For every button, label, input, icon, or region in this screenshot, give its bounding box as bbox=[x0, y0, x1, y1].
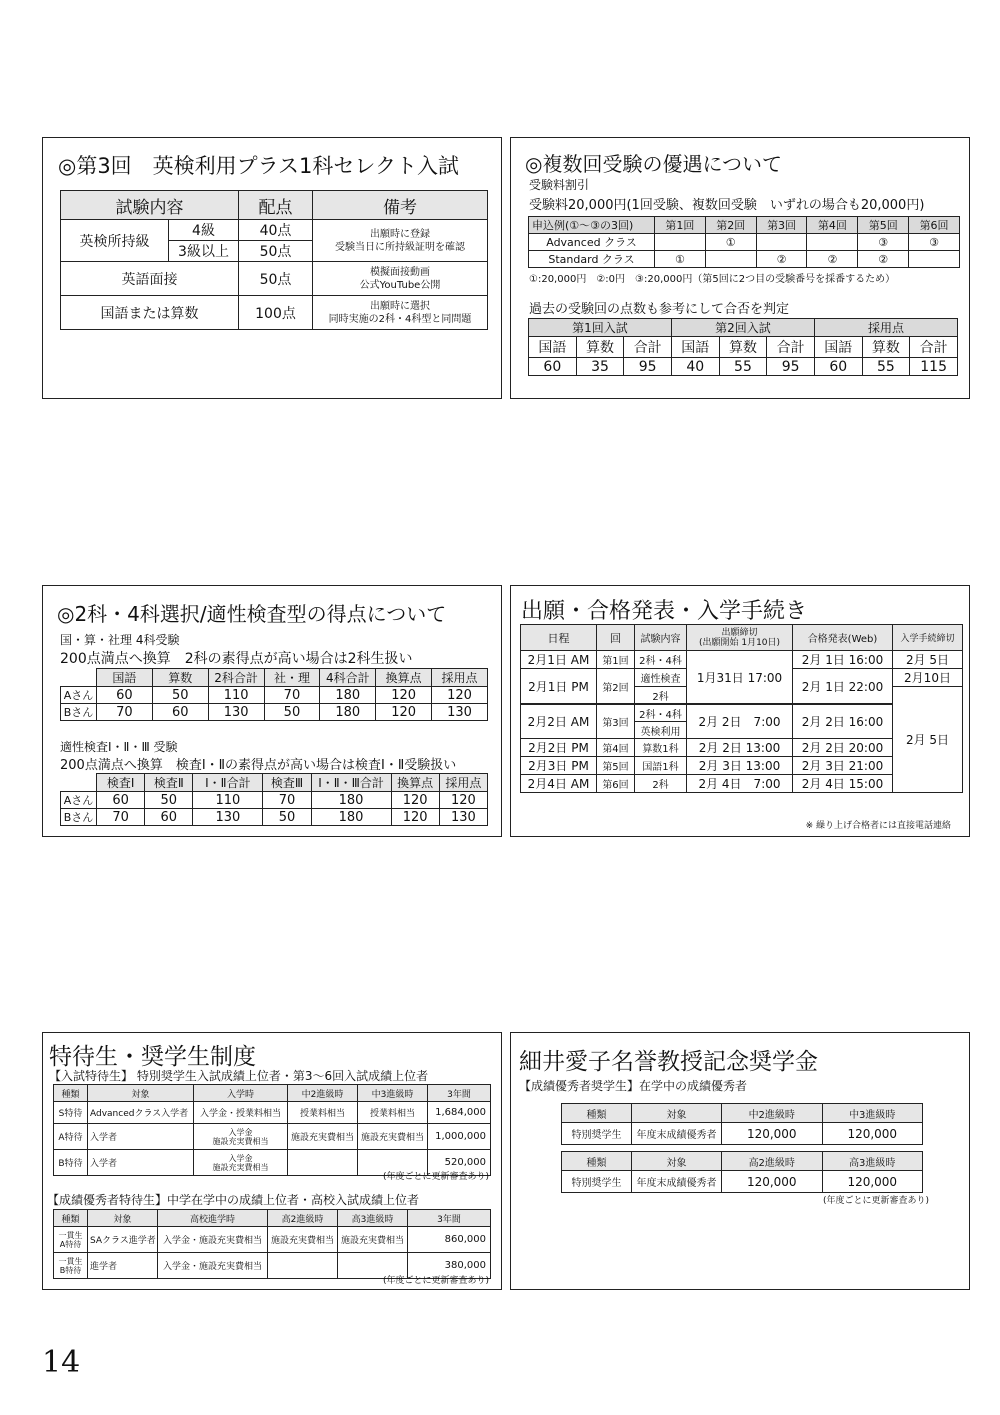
score-value: 35 bbox=[576, 358, 624, 376]
target-cell: 入学者 bbox=[88, 1150, 194, 1176]
score-cell: 70 bbox=[97, 809, 145, 826]
table-header: 高2進級時 bbox=[268, 1210, 338, 1227]
fee-cell: ② bbox=[807, 251, 858, 268]
round-cell: 第6回 bbox=[597, 775, 635, 793]
type-cell bbox=[54, 1253, 88, 1279]
score-subheader: 算数 bbox=[862, 337, 910, 358]
score-cell: 60 bbox=[97, 687, 153, 704]
fee-header: 第3回 bbox=[756, 217, 807, 234]
panel-scholarship bbox=[42, 1032, 502, 1290]
target-cell: 進学者 bbox=[88, 1253, 158, 1279]
table-header: 換算点 bbox=[391, 774, 439, 792]
header-subject: 試験内容 bbox=[635, 625, 687, 651]
entry-cell bbox=[194, 1124, 288, 1150]
subject-cell: 2科・4科 bbox=[635, 704, 687, 722]
remark-line: 受験当日に所持級証明を確認 bbox=[335, 241, 465, 253]
fee-cell bbox=[655, 234, 706, 251]
deadline-cell: 2月 4日 7:00 bbox=[687, 775, 793, 793]
header-procedure: 入学手続締切 bbox=[893, 625, 963, 651]
header-round: 回 bbox=[597, 625, 635, 651]
junior-scholar-table bbox=[561, 1103, 923, 1145]
score-cell: 130 bbox=[432, 704, 488, 721]
date-cell: 2月3日 PM bbox=[521, 757, 597, 775]
score-cell: 120 bbox=[376, 687, 432, 704]
date-cell: 2月1日 PM bbox=[521, 669, 597, 705]
remark-line: 公式YouTube公開 bbox=[359, 279, 441, 291]
grade2-cell bbox=[288, 1150, 358, 1176]
student-label: Bさん bbox=[61, 704, 97, 721]
fee-cell: ② bbox=[756, 251, 807, 268]
interview-points: 50点 bbox=[239, 262, 313, 296]
table-header bbox=[61, 669, 97, 687]
score-value: 40 bbox=[671, 358, 719, 376]
panel-multiple-exam bbox=[510, 137, 970, 399]
round-cell: 第3回 bbox=[597, 704, 635, 739]
fee-header: 第4回 bbox=[807, 217, 858, 234]
eiken-remark bbox=[313, 220, 488, 262]
kokugo-remark bbox=[313, 296, 488, 330]
score-value: 95 bbox=[624, 358, 672, 376]
fee-header: 第5回 bbox=[858, 217, 909, 234]
fee-cell: ① bbox=[655, 251, 706, 268]
fee-header: 第6回 bbox=[909, 217, 960, 234]
table-header: 高3進級時 bbox=[338, 1210, 408, 1227]
score-cell: 130 bbox=[439, 809, 487, 826]
amount-cell: 120,000 bbox=[722, 1123, 823, 1145]
deadline-cell: 2月 2日 13:00 bbox=[687, 739, 793, 757]
type-cell: 特別奨学生 bbox=[562, 1171, 632, 1193]
header-deadline-line: (出願開始 1月10日) bbox=[698, 637, 781, 648]
aptitude-conversion-line: 200点満点へ換算 検査Ⅰ・Ⅱの素得点が高い場合は検査Ⅰ・Ⅱ受験扱い bbox=[60, 758, 457, 773]
header-remarks: 備考 bbox=[313, 191, 488, 220]
table-header: 種類 bbox=[54, 1210, 88, 1227]
remark-line: 出願時に登録 bbox=[370, 228, 430, 240]
fee-cell bbox=[705, 251, 756, 268]
table-header: Ⅰ・Ⅱ合計 bbox=[193, 774, 263, 792]
table-header: 算数 bbox=[152, 669, 208, 687]
entrance-scholar-table bbox=[53, 1084, 491, 1176]
amount-cell: 120,000 bbox=[822, 1123, 923, 1145]
fee-example-table bbox=[528, 216, 960, 268]
fee-header: 第2回 bbox=[705, 217, 756, 234]
panel-title: 特待生・奨学生制度 bbox=[49, 1044, 256, 1070]
score-cell: 180 bbox=[320, 687, 376, 704]
schedule-note: ※ 繰り上げ合格者には直接電話連絡 bbox=[805, 821, 951, 831]
panel-title: ◎複数回受験の優遇について bbox=[525, 152, 783, 176]
score-value: 60 bbox=[814, 358, 862, 376]
renew-note: (年度ごとに更新審査あり) bbox=[382, 1172, 489, 1182]
student-label: Aさん bbox=[61, 687, 97, 704]
table-header: 検査Ⅲ bbox=[263, 774, 311, 792]
discount-label: 受験料割引 bbox=[529, 178, 590, 192]
renew-note: (年度ごとに更新審査あり) bbox=[382, 1276, 489, 1286]
result-cell: 2月 4日 15:00 bbox=[793, 775, 893, 793]
score-subheader: 国語 bbox=[814, 337, 862, 358]
panel-title: 出願・合格発表・入学手続き bbox=[521, 599, 808, 624]
type-cell: 特別奨学生 bbox=[562, 1123, 632, 1145]
entry-line: 入学金 bbox=[228, 1153, 253, 1163]
entry-line: 入学金 bbox=[228, 1127, 253, 1137]
grade2-cell: 施設充実費相当 bbox=[288, 1124, 358, 1150]
type-line: 一貫生 bbox=[58, 1230, 83, 1240]
table-header: 採用点 bbox=[439, 774, 487, 792]
interview-remark bbox=[313, 262, 488, 296]
result-cell: 2月 1日 22:00 bbox=[793, 669, 893, 705]
kokugo-label: 国語または算数 bbox=[61, 296, 239, 330]
table-header: 中3進級時 bbox=[358, 1085, 428, 1102]
score-cell: 120 bbox=[376, 704, 432, 721]
table-header: 種類 bbox=[54, 1085, 88, 1102]
total-cell: 1,684,000 bbox=[428, 1102, 491, 1124]
type-line: 一貫生 bbox=[58, 1256, 83, 1266]
score-cell: 130 bbox=[208, 704, 264, 721]
amount-cell: 120,000 bbox=[822, 1171, 923, 1193]
table-header: 種類 bbox=[562, 1104, 632, 1123]
fee-cell: ② bbox=[858, 251, 909, 268]
grade3-cell: 施設充実費相当 bbox=[338, 1227, 408, 1253]
header-date: 日程 bbox=[521, 625, 597, 651]
fee-note: ①:20,000円 ②:0円 ③:20,000円（第5回に2つ目の受験番号を採番するため） bbox=[529, 274, 896, 285]
kokugo-points: 100点 bbox=[239, 296, 313, 330]
grade3-cell: 授業料相当 bbox=[358, 1102, 428, 1124]
table-header: 種類 bbox=[562, 1152, 632, 1171]
table-header: 対象 bbox=[632, 1152, 722, 1171]
total-cell: 520,000 bbox=[428, 1150, 491, 1176]
grade2-cell bbox=[268, 1253, 338, 1279]
table-header: 高校進学時 bbox=[158, 1210, 268, 1227]
date-cell: 2月2日 PM bbox=[521, 739, 597, 757]
table-header: 入学時 bbox=[194, 1085, 288, 1102]
result-cell: 2月 2日 16:00 bbox=[793, 704, 893, 739]
remark-line: 同時実施の2科・4科型と同問題 bbox=[328, 313, 472, 325]
table-header: 対象 bbox=[88, 1085, 194, 1102]
header-result: 合格発表(Web) bbox=[793, 625, 893, 651]
subject-cell: 算数1科 bbox=[635, 739, 687, 757]
procedure-cell: 2月 5日 bbox=[893, 651, 963, 669]
score-value: 95 bbox=[767, 358, 815, 376]
score-cell: 50 bbox=[264, 704, 320, 721]
score-line: 過去の受験回の点数も参考にして合否を判定 bbox=[529, 302, 790, 317]
grade2-cell: 施設充実費相当 bbox=[268, 1227, 338, 1253]
score-cell: 50 bbox=[145, 792, 193, 809]
round-cell: 第5回 bbox=[597, 757, 635, 775]
fee-cell: ③ bbox=[858, 234, 909, 251]
subject-cell: 2科 bbox=[635, 687, 687, 705]
type-cell bbox=[54, 1227, 88, 1253]
panel-title: ◎2科・4科選択/適性検査型の得点について bbox=[57, 602, 447, 626]
panel-schedule bbox=[510, 585, 970, 837]
subject-cell: 国語1科 bbox=[635, 757, 687, 775]
panel-title: 細井愛子名誉教授記念奨学金 bbox=[519, 1049, 818, 1075]
header-points: 配点 bbox=[239, 191, 313, 220]
total-cell: 1,000,000 bbox=[428, 1124, 491, 1150]
grade3-cell: 施設充実費相当 bbox=[358, 1124, 428, 1150]
senior-scholar-table bbox=[561, 1151, 923, 1193]
score-subheader: 合計 bbox=[624, 337, 672, 358]
subject-cell: 2科 bbox=[635, 775, 687, 793]
score-cell: 110 bbox=[208, 687, 264, 704]
target-cell: Advancedクラス入学者 bbox=[88, 1102, 194, 1124]
four-subject-table bbox=[60, 668, 488, 721]
score-subheader: 算数 bbox=[719, 337, 767, 358]
table-header: 採用点 bbox=[432, 669, 488, 687]
score-cell: 120 bbox=[391, 792, 439, 809]
result-cell: 2月 2日 20:00 bbox=[793, 739, 893, 757]
table-header: 中3進級時 bbox=[822, 1104, 923, 1123]
fee-cell: ① bbox=[705, 234, 756, 251]
type-line: B特待 bbox=[59, 1265, 82, 1275]
honor-student-line: 【成績優秀者奨学生】在学中の成績優秀者 bbox=[519, 1079, 748, 1093]
panel-score-conversion bbox=[42, 585, 502, 837]
fee-cell: ③ bbox=[909, 234, 960, 251]
type-cell: S特待 bbox=[54, 1102, 88, 1124]
fee-row-label: Advanced クラス bbox=[529, 234, 655, 251]
date-cell: 2月1日 AM bbox=[521, 651, 597, 669]
table-header: 3年間 bbox=[428, 1085, 491, 1102]
entry-cell: 入学金・施設充実費相当 bbox=[158, 1227, 268, 1253]
total-cell: 380,000 bbox=[408, 1253, 491, 1279]
fee-cell bbox=[909, 251, 960, 268]
fee-cell bbox=[807, 234, 858, 251]
table-header: 2科合計 bbox=[208, 669, 264, 687]
target-cell: 年度末成績優秀者 bbox=[632, 1123, 722, 1145]
student-label: Aさん bbox=[61, 792, 97, 809]
fee-header: 第1回 bbox=[655, 217, 706, 234]
score-cell: 130 bbox=[193, 809, 263, 826]
round-cell: 第4回 bbox=[597, 739, 635, 757]
table-header: 中2進級時 bbox=[288, 1085, 358, 1102]
fee-row-label: Standard クラス bbox=[529, 251, 655, 268]
entry-cell: 入学金・施設充実費相当 bbox=[158, 1253, 268, 1279]
deadline-cell: 1月31日 17:00 bbox=[687, 651, 793, 705]
table-header: 対象 bbox=[632, 1104, 722, 1123]
table-header: 中2進級時 bbox=[722, 1104, 823, 1123]
score-cell: 70 bbox=[263, 792, 311, 809]
header-deadline bbox=[687, 625, 793, 651]
score-value: 60 bbox=[529, 358, 577, 376]
target-cell: SAクラス進学者 bbox=[88, 1227, 158, 1253]
deadline-cell: 2月 2日 7:00 bbox=[687, 704, 793, 739]
deadline-cell: 2月 3日 13:00 bbox=[687, 757, 793, 775]
score-cell: 60 bbox=[145, 809, 193, 826]
round-cell: 第2回 bbox=[597, 669, 635, 705]
round-cell: 第1回 bbox=[597, 651, 635, 669]
score-group: 第2回入試 bbox=[671, 319, 814, 337]
result-cell: 2月 3日 21:00 bbox=[793, 757, 893, 775]
entry-line: 施設充実費相当 bbox=[212, 1162, 269, 1172]
table-header: 換算点 bbox=[376, 669, 432, 687]
score-cell: 50 bbox=[152, 687, 208, 704]
score-group: 第1回入試 bbox=[529, 319, 672, 337]
score-subheader: 国語 bbox=[671, 337, 719, 358]
entry-line: 施設充実費相当 bbox=[212, 1136, 269, 1146]
table-header: Ⅰ・Ⅱ・Ⅲ合計 bbox=[311, 774, 391, 792]
eiken-label: 英検所持級 bbox=[61, 220, 169, 262]
score-subheader: 合計 bbox=[910, 337, 958, 358]
total-cell: 860,000 bbox=[408, 1227, 491, 1253]
table-header: 検査Ⅱ bbox=[145, 774, 193, 792]
type-cell: A特待 bbox=[54, 1124, 88, 1150]
entry-cell: 入学金・授業料相当 bbox=[194, 1102, 288, 1124]
subject-cell: 適性検査 bbox=[635, 669, 687, 687]
four-subject-line: 国・算・社理 4科受験 bbox=[60, 633, 180, 647]
grade2-cell: 授業料相当 bbox=[288, 1102, 358, 1124]
eiken-score-table bbox=[60, 190, 488, 330]
remark-line: 模擬面接動画 bbox=[370, 266, 430, 278]
score-cell: 60 bbox=[152, 704, 208, 721]
honor-scholar-table bbox=[53, 1209, 491, 1279]
fee-line: 受験料20,000円(1回受験、複数回受験 いずれの場合も20,000円) bbox=[529, 198, 925, 213]
page-number: 14 bbox=[42, 1345, 81, 1380]
score-cell: 60 bbox=[97, 792, 145, 809]
aptitude-table bbox=[60, 773, 488, 826]
fee-cell bbox=[756, 234, 807, 251]
score-cell: 120 bbox=[391, 809, 439, 826]
table-header: 3年間 bbox=[408, 1210, 491, 1227]
renew-note: (年度ごとに更新審査あり) bbox=[822, 1196, 929, 1206]
panel-eiken-select bbox=[42, 137, 502, 399]
score-cell: 70 bbox=[97, 704, 153, 721]
eiken-points-3: 50点 bbox=[239, 241, 313, 262]
table-header: 4科合計 bbox=[320, 669, 376, 687]
score-value: 115 bbox=[910, 358, 958, 376]
date-cell: 2月4日 AM bbox=[521, 775, 597, 793]
table-header: 高2進級時 bbox=[722, 1152, 823, 1171]
target-cell: 年度末成績優秀者 bbox=[632, 1171, 722, 1193]
score-value: 55 bbox=[719, 358, 767, 376]
procedure-cell: 2月 5日 bbox=[893, 687, 963, 793]
target-cell: 入学者 bbox=[88, 1124, 194, 1150]
score-cell: 180 bbox=[320, 704, 376, 721]
score-cell: 180 bbox=[311, 809, 391, 826]
type-cell: B特待 bbox=[54, 1150, 88, 1176]
score-subheader: 算数 bbox=[576, 337, 624, 358]
table-header: 社・理 bbox=[264, 669, 320, 687]
eiken-level-4: 4級 bbox=[169, 220, 239, 241]
panel-title: ◎第3回 英検利用プラス1科セレクト入試 bbox=[58, 154, 459, 178]
procedure-cell: 2月10日 bbox=[893, 669, 963, 687]
header-deadline-line: 出願締切 bbox=[721, 627, 758, 638]
schedule-table bbox=[520, 624, 963, 793]
type-line: A特待 bbox=[59, 1239, 82, 1249]
panel-hosoi-scholarship bbox=[510, 1032, 970, 1290]
past-score-table bbox=[528, 318, 958, 376]
score-group: 採用点 bbox=[814, 319, 957, 337]
interview-label: 英語面接 bbox=[61, 262, 239, 296]
table-header: 国語 bbox=[97, 669, 153, 687]
score-cell: 50 bbox=[263, 809, 311, 826]
aptitude-line: 適性検査Ⅰ・Ⅱ・Ⅲ 受験 bbox=[60, 740, 178, 754]
score-value: 55 bbox=[862, 358, 910, 376]
entrance-scholar-line: 【入試特待生】 特別奨学生入試成績上位者・第3～6回入試成績上位者 bbox=[49, 1069, 429, 1083]
score-subheader: 合計 bbox=[767, 337, 815, 358]
result-cell: 2月 1日 16:00 bbox=[793, 651, 893, 669]
score-cell: 180 bbox=[311, 792, 391, 809]
student-label: Bさん bbox=[61, 809, 97, 826]
table-header: 検査Ⅰ bbox=[97, 774, 145, 792]
score-cell: 120 bbox=[432, 687, 488, 704]
honor-scholar-line: 【成績優秀者特待生】中学在学中の成績上位者・高校入試成績上位者 bbox=[47, 1193, 420, 1207]
fee-header: 申込例(①～③の3回) bbox=[529, 217, 655, 234]
eiken-level-3: 3級以上 bbox=[169, 241, 239, 262]
eiken-points-4: 40点 bbox=[239, 220, 313, 241]
score-cell: 120 bbox=[439, 792, 487, 809]
entry-cell bbox=[194, 1150, 288, 1176]
table-header: 対象 bbox=[88, 1210, 158, 1227]
table-header: 高3進級時 bbox=[822, 1152, 923, 1171]
score-cell: 110 bbox=[193, 792, 263, 809]
remark-line: 出願時に選択 bbox=[370, 300, 430, 312]
score-cell: 70 bbox=[264, 687, 320, 704]
date-cell: 2月2日 AM bbox=[521, 704, 597, 739]
table-header bbox=[61, 774, 97, 792]
amount-cell: 120,000 bbox=[722, 1171, 823, 1193]
header-content: 試験内容 bbox=[61, 191, 239, 220]
score-subheader: 国語 bbox=[529, 337, 577, 358]
conversion-line: 200点満点へ換算 2科の素得点が高い場合は2科生扱い bbox=[60, 651, 413, 667]
subject-cell: 2科・4科 bbox=[635, 651, 687, 669]
subject-cell: 英検利用 bbox=[635, 722, 687, 739]
